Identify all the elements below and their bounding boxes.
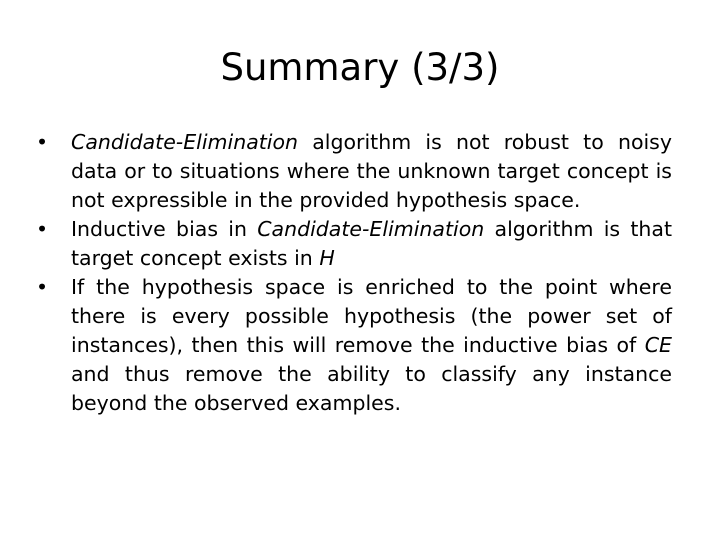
bullet-text: algorithm is that target concept exists in bbox=[71, 217, 672, 270]
bullet-list bbox=[36, 128, 672, 418]
bullet-marker: • bbox=[36, 217, 49, 241]
bullet-item bbox=[36, 273, 672, 418]
bullet-item bbox=[36, 215, 672, 273]
bullet-text-italic: CE bbox=[644, 333, 672, 357]
bullet-text: and thus remove the ability to classify any instance beyond the observed examples. bbox=[71, 362, 672, 415]
bullet-marker: • bbox=[36, 130, 49, 154]
bullet-text: Inductive bias in bbox=[71, 217, 258, 241]
bullet-text: If the hypothesis space is enriched to the point where there is every possible hypothesis (the power set of instances), then this will remove the inductive bias of bbox=[71, 275, 672, 357]
bullet-text-italic: H bbox=[319, 246, 335, 270]
bullet-item bbox=[36, 128, 672, 215]
bullet-marker: • bbox=[36, 275, 49, 299]
bullet-text-italic: Candidate-Elimination bbox=[71, 130, 299, 154]
slide-title: Summary (3/3) bbox=[220, 46, 500, 89]
bullet-text: algorithm is not robust to noisy data or to situations where the unknown target concept is not expressible in the provided hypothesis space. bbox=[71, 130, 672, 212]
bullet-text-italic: Candidate-Elimination bbox=[257, 217, 485, 241]
